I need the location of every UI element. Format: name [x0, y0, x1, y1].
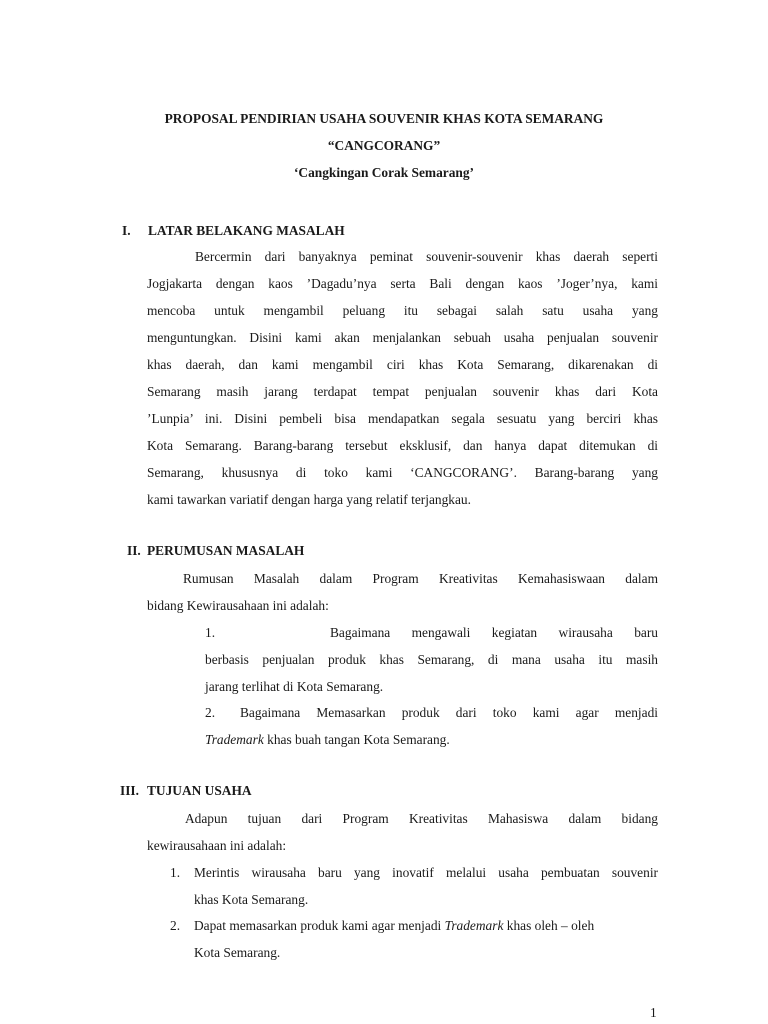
section3-item1-line: Merintis wirausaha baru yang inovatif melalui usaha pembuatan souvenir [194, 865, 658, 880]
section3-item1-number: 1. [170, 865, 181, 880]
section1-line: khas daerah, dan kami mengambil ciri khas Kota Semarang, dikarenakan di [147, 357, 658, 372]
document-title: PROPOSAL PENDIRIAN USAHA SOUVENIR KHAS KOTA SEMARANG [164, 111, 604, 126]
section3-intro-line: Adapun tujuan dari Program Kreativitas Mahasiswa dalam bidang [185, 811, 658, 826]
section1-line: Jogjakarta dengan kaos ’Dagadu’nya serta Bali dengan kaos ’Joger’nya, kami [147, 276, 658, 291]
section3-heading: TUJUAN USAHA [147, 783, 252, 798]
section2-heading: PERUMUSAN MASALAH [147, 543, 305, 558]
section2-item1-line: berbasis penjualan produk khas Semarang, di mana usaha itu masih [205, 652, 658, 667]
section2-item2-text: khas buah tangan Kota Semarang. [263, 732, 450, 747]
page-number: 1 [650, 1005, 657, 1020]
section2-number: II. [127, 543, 141, 558]
section1-line: Semarang masih jarang terdapat tempat penjualan souvenir khas dari Kota [147, 384, 658, 399]
section2-item1-line: jarang terlihat di Kota Semarang. [205, 679, 384, 694]
section1-line: ’Lunpia’ ini. Disini pembeli bisa mendapatkan segala sesuatu yang berciri khas [147, 411, 658, 426]
section3-item2-text: khas oleh – oleh [503, 918, 595, 933]
section2-item1-number: 1. [205, 625, 216, 640]
section3-item2-line: Kota Semarang. [194, 945, 281, 960]
section2-item2-line: Bagaimana Memasarkan produk dari toko kami agar menjadi [240, 705, 658, 720]
section3-item1-line: khas Kota Semarang. [194, 892, 309, 907]
section3-item2-number: 2. [170, 918, 181, 933]
section3-number: III. [120, 783, 139, 798]
section3-item2-line [194, 917, 594, 935]
section3-item2-text: Dapat memasarkan produk kami agar menjadi [194, 918, 445, 933]
business-tagline: ‘Cangkingan Corak Semarang’ [293, 165, 475, 180]
section1-number: I. [122, 223, 131, 238]
trademark-term: Trademark [205, 732, 264, 747]
section1-line: Bercermin dari banyaknya peminat souvenir-souvenir khas daerah seperti [195, 249, 658, 264]
section2-intro-line: Rumusan Masalah dalam Program Kreativitas Kemahasiswaan dalam [183, 571, 658, 586]
section1-line: kami tawarkan variatif dengan harga yang relatif terjangkau. [147, 492, 471, 507]
section1-heading: LATAR BELAKANG MASALAH [148, 223, 345, 238]
section1-line: Semarang, khususnya di toko kami ‘CANGCORANG’. Barang-barang yang [147, 465, 658, 480]
section2-item2-number: 2. [205, 705, 216, 720]
section1-line: menguntungkan. Disini kami akan menjalankan sebuah usaha penjualan souvenir [147, 330, 658, 345]
trademark-term: Trademark [444, 918, 504, 933]
section2-item2-line [205, 731, 450, 749]
section1-line: Kota Semarang. Barang-barang tersebut eksklusif, dan hanya dapat ditemukan di [147, 438, 658, 453]
section3-intro-line: kewirausahaan ini adalah: [147, 838, 287, 853]
section2-item1-line: Bagaimana mengawali kegiatan wirausaha baru [330, 625, 658, 640]
section1-line: mencoba untuk mengambil peluang itu sebagai salah satu usaha yang [147, 303, 658, 318]
section2-intro-line: bidang Kewirausahaan ini adalah: [147, 598, 329, 613]
business-name: “CANGCORANG” [327, 138, 441, 153]
